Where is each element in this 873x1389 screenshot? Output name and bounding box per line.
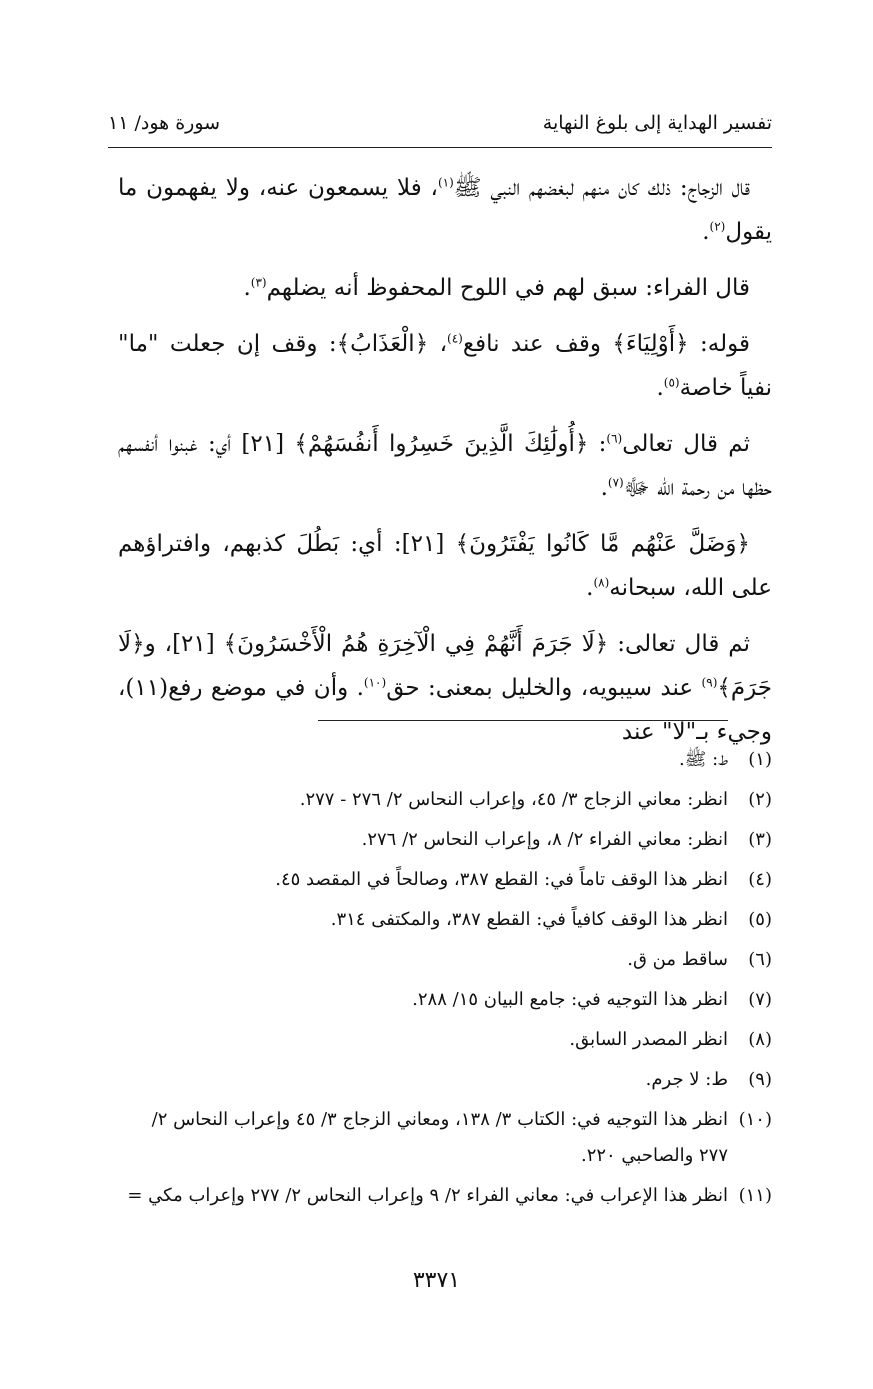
surah-label: سورة هود/ ١١ xyxy=(108,112,221,134)
paragraph: قال الزجاج: ذلك كان منهم لبغضهم النبي ﷺ$^{(١)}$، فلا يسمعون عنه، ولا يفهمون ما يقول$^{(٢)}$. xyxy=(118,175,772,245)
footnotes xyxy=(118,742,772,1218)
paragraph: ﴿وَضَلَّ عَنْهُم مَّا كَانُوا يَفْتَرُونَ﴾ [٢١]: أي: بَطُلَ كذبهم، وافتراؤهم على الله، سبحانه$^{(٨)}$. xyxy=(118,531,772,601)
footnote: (١) ط: ﷺ. xyxy=(678,749,772,770)
running-header xyxy=(108,112,772,146)
footnote: (٢) انظر: معاني الزجاج ٣/ ٤٥، وإعراب النحاس ٢/ ٢٧٦ - ٢٧٧. xyxy=(299,789,772,810)
footnote: (٨) انظر المصدر السابق. xyxy=(569,1029,772,1050)
footnote: (٩) ط: لا جرم. xyxy=(645,1069,772,1090)
paragraph: قال الفراء: سبق لهم في اللوح المحفوظ أنه يضلهم$^{(٣)}$. xyxy=(243,275,750,301)
page-number: ٣٣٧١ xyxy=(412,1268,461,1293)
paragraph: ثم قال تعالى: ﴿لَا جَرَمَ أَنَّهُمْ فِي الْآخِرَةِ هُمُ الْأَخْسَرُونَ﴾ [٢١]، و﴿لَا جَرَمَ﴾$^{(٩)}$ عند سيبويه، والخليل بمعنى: حق$^{(١٠)}$. وأن في موضع رفع(١١)، وجيء بـ"لا" عند xyxy=(118,631,772,745)
footnote: (٣) انظر: معاني الفراء ٢/ ٨، وإعراب النحاس ٢/ ٢٧٦. xyxy=(361,829,772,850)
footnote-rule xyxy=(318,720,728,721)
footnote: (٧) انظر هذا التوجيه في: جامع البيان ١٥/ ٢٨٨. xyxy=(412,989,772,1010)
footnote: (٤) انظر هذا الوقف تاماً في: القطع ٣٨٧، وصالحاً في المقصد ٤٥. xyxy=(275,869,772,890)
footnote: (٦) ساقط من ق. xyxy=(627,949,772,970)
book-title: تفسير الهداية إلى بلوغ النهاية xyxy=(542,112,772,134)
footnote: (١٠) انظر هذا التوجيه في: الكتاب ٣/ ١٣٨، ومعاني الزجاج ٣/ ٤٥ وإعراب النحاس ٢/ ٢٧٧ والصاحبي ٢٢٠. xyxy=(151,1109,772,1166)
paragraph: قوله: ﴿أَوْلِيَاءَ﴾ وقف عند نافع$^{(٤)}$، ﴿الْعَذَابُ﴾: وقف إن جعلت "ما" نفياً خاصة$^{(٥)}$. xyxy=(118,331,772,401)
paragraph: ثم قال تعالى$^{(٦)}$: ﴿أُولَٰئِكَ الَّذِينَ خَسِرُوا أَنفُسَهُمْ﴾ [٢١] أي: غبنوا أنفسهم حظها من رحمة الله ﷻ$^{(٧)}$. xyxy=(118,431,772,501)
header-rule xyxy=(108,147,772,148)
main-text xyxy=(118,166,772,766)
footnote: (١١) انظر هذا الإعراب في: معاني الفراء ٢/ ٩ وإعراب النحاس ٢/ ٢٧٧ وإعراب مكي = xyxy=(127,1185,772,1206)
footnote: (٥) انظر هذا الوقف كافياً في: القطع ٣٨٧، والمكتفى ٣١٤. xyxy=(330,909,772,930)
